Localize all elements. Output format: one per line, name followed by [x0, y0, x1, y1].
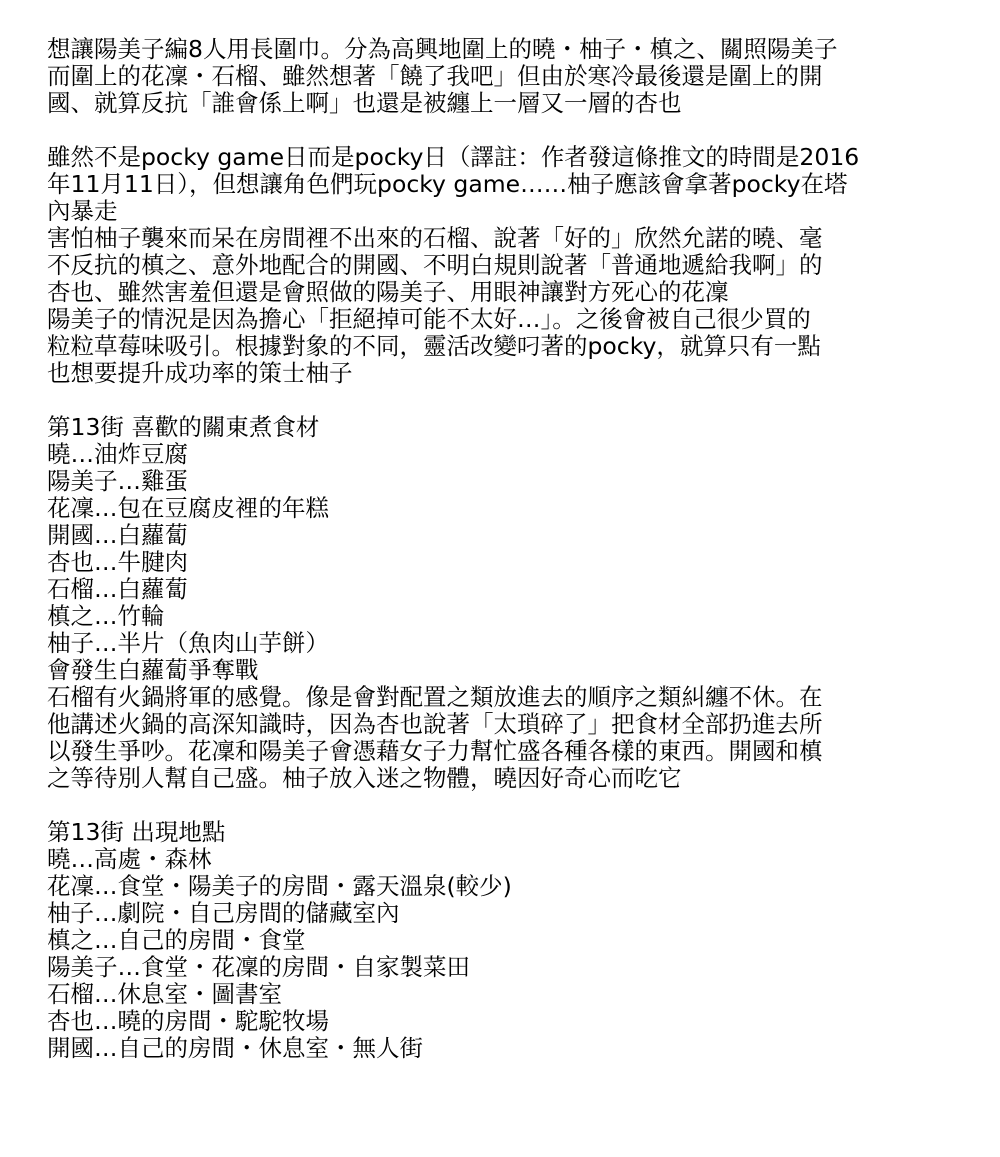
text-line: 會發生白蘿蔔爭奪戰 [47, 656, 259, 684]
paragraph [47, 819, 967, 1062]
text-line: 花凜…食堂・陽美子的房間・露天溫泉(較少) [47, 872, 512, 900]
text-line: 內暴走 [47, 197, 118, 225]
text-line: 柚子…劇院・自己房間的儲藏室內 [47, 899, 400, 927]
paragraph-gap [47, 117, 967, 144]
text-line: 曉…油炸豆腐 [47, 440, 188, 468]
text-line: 槙之…竹輪 [47, 602, 165, 630]
text-line: 想讓陽美子編8人用長圍巾。分為高興地圍上的曉・柚子・槙之、關照陽美子 [47, 35, 838, 63]
text-line: 不反抗的槙之、意外地配合的開國、不明白規則說著「普通地遞給我啊」的 [47, 251, 823, 279]
text-line: 杏也…牛腱肉 [47, 548, 188, 576]
text-line: 陽美子的情況是因為擔心「拒絕掉可能不太好…」。之後會被自己很少買的 [47, 305, 811, 333]
text-line: 石榴…白蘿蔔 [47, 575, 188, 603]
text-line: 雖然不是pocky game日而是pocky日（譯註：作者發這條推文的時間是2016 [47, 143, 860, 171]
text-line: 石榴…休息室・圖書室 [47, 980, 282, 1008]
text-line: 第13街 喜歡的關東煮食材 [47, 413, 320, 441]
text-line: 粒粒草莓味吸引。根據對象的不同，靈活改變叼著的pocky，就算只有一點 [47, 332, 821, 360]
text-line: 第13街 出現地點 [47, 818, 226, 846]
text-line: 曉…高處・森林 [47, 845, 212, 873]
paragraph-gap [47, 387, 967, 414]
text-line: 陽美子…雞蛋 [47, 467, 188, 495]
text-line: 他講述火鍋的高深知識時，因為杏也說著「太瑣碎了」把食材全部扔進去所 [47, 710, 823, 738]
paragraph [47, 36, 967, 117]
text-line: 陽美子…食堂・花凜的房間・自家製菜田 [47, 953, 470, 981]
text-line: 槙之…自己的房間・食堂 [47, 926, 306, 954]
text-line: 杏也…曉的房間・駝駝牧場 [47, 1007, 329, 1035]
text-line: 害怕柚子襲來而呆在房間裡不出來的石榴、說著「好的」欣然允諾的曉、毫 [47, 224, 823, 252]
text-line: 而圍上的花凜・石榴、雖然想著「饒了我吧」但由於寒冷最後還是圍上的開 [47, 62, 823, 90]
text-line: 年11月11日），但想讓角色們玩pocky game……柚子應該會拿著pocky在塔 [47, 170, 848, 198]
text-line: 之等待別人幫自己盛。柚子放入迷之物體，曉因好奇心而吃它 [47, 764, 682, 792]
document-page [47, 36, 967, 1062]
text-line: 杏也、雖然害羞但還是會照做的陽美子、用眼神讓對方死心的花凜 [47, 278, 729, 306]
text-line: 開國…自己的房間・休息室・無人街 [47, 1034, 423, 1062]
text-line: 也想要提升成功率的策士柚子 [47, 359, 353, 387]
paragraph-gap [47, 792, 967, 819]
text-line: 石榴有火鍋將軍的感覺。像是會對配置之類放進去的順序之類糾纏不休。在 [47, 683, 823, 711]
text-line: 花凜…包在豆腐皮裡的年糕 [47, 494, 329, 522]
text-line: 以發生爭吵。花凜和陽美子會憑藉女子力幫忙盛各種各樣的東西。開國和槙 [47, 737, 823, 765]
text-line: 柚子…半片（魚肉山芋餅） [47, 629, 329, 657]
text-line: 國、就算反抗「誰會係上啊」也還是被纏上一層又一層的杏也 [47, 89, 682, 117]
paragraph [47, 414, 967, 792]
text-line: 開國…白蘿蔔 [47, 521, 188, 549]
paragraph [47, 144, 967, 387]
